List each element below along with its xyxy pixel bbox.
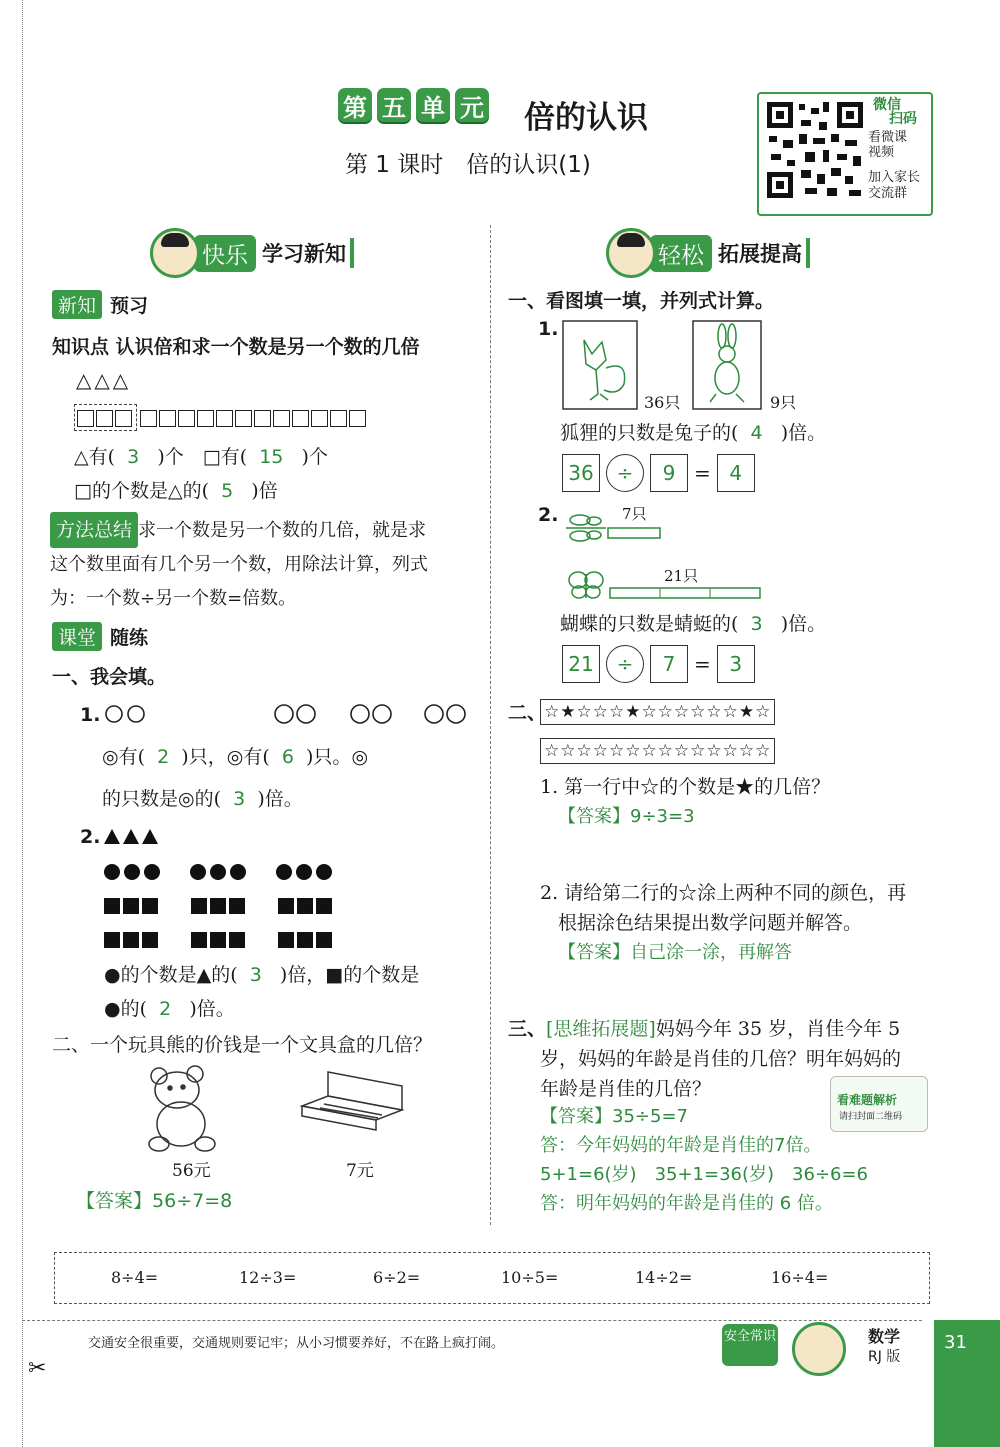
- qr-text: 交流群: [868, 186, 908, 201]
- eq-box: 7: [650, 645, 688, 683]
- analysis-badge[interactable]: 看难题解析 请扫封面二维码: [830, 1076, 928, 1132]
- eq-box: 4: [717, 454, 755, 492]
- answer-value: 6: [281, 746, 294, 768]
- part2-title: 二、一个玩具熊的价钱是一个文具盒的几倍？: [52, 1034, 433, 1056]
- subject-label: 数学: [868, 1327, 901, 1346]
- r-q1-equation: [562, 454, 755, 492]
- r-q1-number: 1.: [538, 318, 559, 340]
- part2-label: 二、: [508, 702, 547, 724]
- page-number: 31: [934, 1320, 1000, 1447]
- part3-answer: 【答案】35÷5=7 答：今年妈妈的年龄是肖佳的7倍。 5+1=6(岁) 35+1=36(岁) 36÷6=6 答：明年妈妈的年龄是肖佳的 6 倍。: [540, 1106, 869, 1214]
- r-q2-equation: [562, 645, 755, 683]
- eq-box: 9: [650, 454, 688, 492]
- triangle-row: △△△: [76, 368, 132, 392]
- eq-operator: ÷: [606, 454, 644, 492]
- answer-value: 2: [157, 746, 170, 768]
- r-q1-sentence: 狐狸的只数是兔子的( 4 )倍。: [560, 422, 827, 444]
- preview-label: 预习: [110, 295, 149, 317]
- p2-q2-answer: 【答案】自己涂一涂，再解答: [558, 942, 792, 963]
- calc-strip: [54, 1252, 930, 1304]
- preview-tag: 新知: [52, 290, 102, 319]
- right-section-badge: [606, 228, 810, 278]
- student-avatar-icon: [150, 228, 200, 278]
- answer-value: 3: [127, 446, 140, 468]
- class-tag: 课堂: [52, 622, 102, 651]
- safety-badge: 安全常识: [722, 1324, 778, 1366]
- right-part1-title: 一、看图填一填，并列式计算。: [508, 290, 775, 312]
- answer-value: 15: [259, 446, 284, 468]
- badge-highlight: 快乐: [194, 235, 256, 272]
- q2-line2: ●的( 2 )倍。: [104, 998, 235, 1020]
- answer-value: 2: [159, 998, 172, 1020]
- calc-item: 6÷2=: [373, 1268, 421, 1287]
- qr-text: 扫码: [889, 111, 917, 127]
- part1-title: 一、我会填。: [52, 666, 167, 688]
- calc-item: 12÷3=: [239, 1268, 297, 1287]
- circles-shape-row: [104, 864, 336, 884]
- part3-tag: [思维拓展题]: [546, 1018, 656, 1040]
- triangle-square-fill: △有( 3 )个 □有( 15 )个: [74, 446, 328, 468]
- qr-code-icon: [765, 100, 865, 200]
- p2-q1-answer: 【答案】9÷3=3: [558, 806, 695, 827]
- qr-text: 视频: [868, 145, 895, 160]
- class-heading: [52, 622, 148, 651]
- qr-text: 加入家长: [868, 170, 921, 185]
- qr-text: 看微课: [868, 130, 908, 145]
- unit-label: [338, 88, 494, 122]
- eq-sign: =: [694, 652, 711, 676]
- preview-heading: [52, 290, 148, 319]
- stars-row-2: ☆☆☆☆☆☆☆☆☆☆☆☆☆☆: [540, 738, 775, 764]
- squares-shape-row: [104, 932, 335, 952]
- left-section-badge: [150, 228, 354, 278]
- fox-icon: [562, 320, 638, 410]
- eq-operator: ÷: [606, 645, 644, 683]
- answer-value: 5: [221, 480, 234, 502]
- badge-highlight: 轻松: [650, 235, 712, 272]
- scissors-icon: ✂: [28, 1356, 47, 1381]
- eq-sign: =: [694, 461, 711, 485]
- eq-box: 3: [717, 645, 755, 683]
- squares-shape-row: [104, 898, 335, 918]
- footer-slogan: 交通安全很重要，交通规则要记牢；从小习惯要养好，不在路上疯打闹。: [88, 1336, 505, 1351]
- qr-panel[interactable]: [757, 92, 933, 216]
- pencil-box-icon: [298, 1068, 408, 1148]
- calc-item: 10÷5=: [501, 1268, 559, 1287]
- badge-rest: 拓展提高: [718, 238, 810, 268]
- class-label: 随练: [110, 627, 149, 649]
- calc-item: 8÷4=: [111, 1268, 159, 1287]
- calc-item: 16÷4=: [771, 1268, 829, 1287]
- rabbit-icon: [692, 320, 762, 410]
- p2-q1: 1. 第一行中☆的个数是★的几倍？: [540, 776, 831, 798]
- r-q2-number: 2.: [538, 504, 559, 526]
- r-q2-sentence: 蝴蝶的只数是蜻蜓的( 3 )倍。: [560, 613, 827, 635]
- answer-value: 3: [233, 788, 246, 810]
- triangles-shape-row: [104, 829, 161, 848]
- p2-q2: 2. 请给第二行的☆涂上两种不同的颜色，再 根据涂色结果提出数学问题并解答。: [540, 882, 907, 934]
- unit-char: 单: [416, 88, 450, 122]
- calc-item: 14÷2=: [635, 1268, 693, 1287]
- badge-rest: 学习新知: [262, 238, 354, 268]
- method-tag: 方法总结: [50, 512, 138, 548]
- teddy-bear-icon: [145, 1064, 225, 1154]
- mouse-icon: ◎: [226, 746, 244, 768]
- binding-line: [22, 0, 23, 1447]
- ratio-fill: □的个数是△的( 5 )倍: [74, 480, 278, 502]
- unit-title: 倍的认识: [524, 100, 648, 136]
- student-avatar-icon: [606, 228, 656, 278]
- dragonfly-icon: [562, 510, 610, 546]
- qr-text: 微信: [873, 97, 901, 113]
- column-divider: [490, 225, 491, 1225]
- eq-box: 36: [562, 454, 600, 492]
- butterfly-count: 21只: [664, 567, 699, 585]
- mouse-icon: ◎: [178, 788, 195, 810]
- butterfly-icon: [566, 568, 606, 602]
- lesson-title: 第 1 课时 倍的认识(1): [345, 152, 591, 178]
- stars-row-1: ☆★☆☆☆★☆☆☆☆☆☆★☆: [540, 699, 775, 725]
- rabbit-count: 9只: [770, 393, 797, 412]
- q2-number: 2.: [80, 826, 101, 848]
- q1-line2: 的只数是◎的( 3 )倍。: [102, 788, 303, 810]
- unit-char: 五: [377, 88, 411, 122]
- square-row: [74, 404, 368, 431]
- eq-box: 21: [562, 645, 600, 683]
- part3-question: 三、[思维拓展题]妈妈今年 35 岁，肖佳今年 5 岁，妈妈的年龄是肖佳的几倍？明年妈妈的 年龄是肖佳的几倍？: [508, 1018, 902, 1100]
- answer-value: 3: [249, 964, 262, 986]
- knowledge-point: 知识点 认识倍和求一个数是另一个数的几倍: [52, 336, 420, 358]
- answer-value: 3: [750, 613, 763, 635]
- dragonfly-count: 7只: [622, 505, 647, 523]
- mascot-icon: [792, 1322, 846, 1376]
- method-summary: 方法总结 求一个数是另一个数的几倍，就是求 这个数里面有几个另一个数，用除法计算，列式 为：一个数÷另一个数=倍数。: [50, 512, 478, 616]
- mouse-icon: ◎: [102, 746, 119, 768]
- unit-char: 第: [338, 88, 372, 122]
- mouse-icons-row: [102, 700, 482, 730]
- footer-rule: [22, 1320, 922, 1321]
- mouse-icon: ◎: [351, 746, 369, 768]
- pencilbox-price: 7元: [346, 1161, 374, 1181]
- answer-value: 4: [750, 422, 763, 444]
- unit-char: 元: [455, 88, 489, 122]
- part2-answer: 【答案】56÷7=8: [76, 1190, 233, 1212]
- q2-line1: ●的个数是▲的( 3 )倍，■的个数是: [104, 964, 420, 986]
- q1-line1: ◎有( 2 )只，◎有( 6 )只。◎: [102, 746, 369, 768]
- bear-price: 56元: [172, 1161, 211, 1181]
- edition-label: RJ 版: [868, 1349, 901, 1365]
- dragonfly-bar: [606, 522, 662, 544]
- fox-count: 36只: [644, 393, 681, 412]
- q1-number: 1.: [80, 704, 101, 726]
